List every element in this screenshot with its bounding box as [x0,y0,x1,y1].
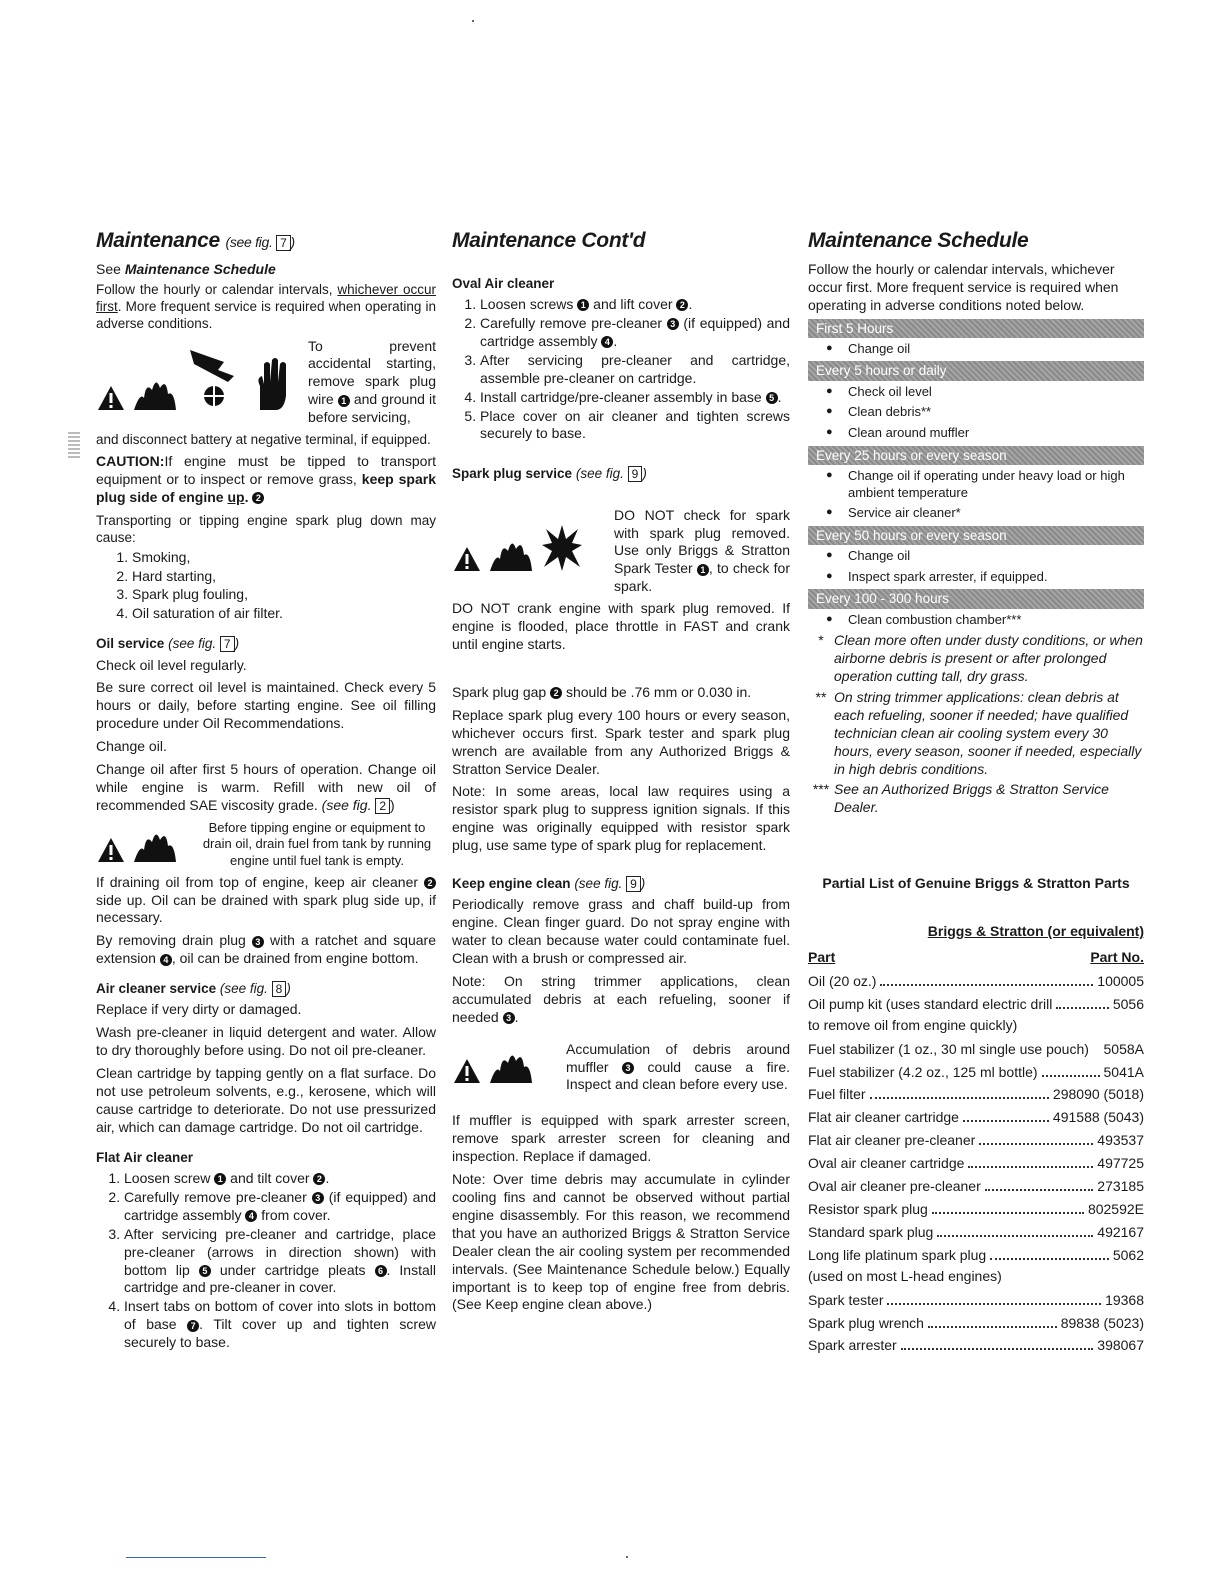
paragraph: Change oil after first 5 hours of operation. Change oil while engine is warm. Refill with new oil of recommended SAE viscosity grade. (see fig. 2 ) [96,761,436,813]
parts-row: Flat air cleaner pre-cleaner 493537 [808,1132,1144,1149]
schedule-items [808,548,1144,585]
warning-spark-check [452,507,790,597]
warning-text: DO NOT check for spark with spark plug removed. Use only Briggs & Stratton Spark Tester 1 , to check for spark. [614,506,790,595]
tipping-intro: Transporting or tipping engine spark plug down may cause: [96,513,436,546]
parts-list-subtitle: Briggs & Stratton (or equivalent) [927,923,1144,940]
parts-row-note: (used on most L-head engines) [808,1267,1002,1284]
schedule-item: ● Inspect spark arrester, if equipped. [826,569,1144,586]
warning-icons [452,507,608,573]
parts-row: Long life platinum spark plug 5062 [808,1246,1144,1263]
parts-list-header [808,949,1144,967]
scan-speck [472,20,474,22]
callout-1: 1 [338,395,350,407]
warning-icons [452,1041,560,1085]
schedule-items [808,612,1144,629]
callout-3: 3 [252,936,264,948]
warning-icons [96,338,302,412]
list-item: 3. After servicing pre-cleaner and cartridge, assemble pre-cleaner on cartridge. [480,352,790,388]
heading-spark-plug-service: Spark plug service (see fig. 9 ) [452,466,647,482]
heading-oval-air-cleaner: Oval Air cleaner [452,275,555,291]
parts-list-title: Partial List of Genuine Briggs & Stratton Parts [822,875,1130,892]
parts-list [808,973,1144,1355]
paragraph: Periodically remove grass and chaff build-up from engine. Clean finger guard. Do not spray engine with water to clean because water could contaminate fuel. Clean with a brush or compressed air. [452,896,790,967]
paragraph: Change oil. [96,738,167,755]
list-item: 3. After servicing pre-cleaner and cartridge, place pre-cleaner (arrows in direction shown) with bottom lip 5 under cartridge pleats 6 . Install cartridge and pre-cleaner in cover. [124,1226,436,1298]
list-item: 4. Oil saturation of air filter. [132,605,436,623]
fig-box: 8 [272,981,287,997]
parts-row: Oval air cleaner pre-cleaner 273185 [808,1178,1144,1195]
paragraph: Be sure correct oil level is maintained. Check every 5 hours or daily, before starting engine. See oil filling procedure under Oil Recommendations. [96,679,436,732]
column-header-part-no: Part No. [1090,949,1144,966]
list-item: 1. Smoking, [132,549,436,567]
footnote: *** See an Authorized Briggs & Stratton Service Dealer. [812,781,1109,816]
oval-air-cleaner-steps [452,296,790,443]
schedule-band: Every 50 hours or every season [808,526,1144,545]
heading-flat-air-cleaner: Flat Air cleaner [96,1149,194,1165]
caution-label: CAUTION: [96,453,165,470]
moving-parts-icon [184,342,248,412]
callout-2: 2 [252,492,264,504]
parts-row: Fuel filter 298090 (5018) [808,1086,1144,1103]
scan-edge-mark [68,432,80,458]
fig-box: 9 [626,876,641,892]
schedule-intro: Follow the hourly or calendar intervals, whichever occur first. More frequent service is required when operating in adverse conditions noted below. [808,260,1119,313]
paragraph: If muffler is equipped with spark arrester screen, remove spark arrester screen for cleaning and inspection. Replace if damaged. [452,1112,790,1165]
schedule-item: ● Change oil [826,341,1144,358]
schedule-reference: Maintenance Schedule [124,260,276,277]
schedule-item: ● Service air cleaner* [826,505,1144,522]
fire-hazard-icon [486,533,536,573]
caution-paragraph: CAUTION:If engine must be tipped to transport equipment or to inspect or remove grass, keep spark plug side of engine up. 2 [96,453,436,506]
maintenance-schedule [808,319,1144,629]
list-item: 4. Install cartridge/pre-cleaner assembly in base 5 . [480,389,790,407]
warning-text: To prevent accidental starting, remove spark plug wire 1 and ground it before servicing, [308,337,436,426]
parts-row: Spark arrester 398067 [808,1337,1144,1354]
parts-row: Fuel stabilizer (1 oz., 30 ml single use pouch) 5058A [808,1040,1144,1057]
fig-box: 7 [220,636,235,652]
schedule-band: First 5 Hours [808,319,1144,338]
footnote: ** On string trimmer applications: clean debris at each refueling, sooner if needed; have qualified technician clean air cooling system every 30 hours, every season, sooner if needed, especially in high debris conditions. [815,688,1142,777]
schedule-band: Every 100 - 300 hours [808,589,1144,608]
warning-triangle-icon [452,1057,482,1085]
warning-text: Before tipping engine or equipment to drain oil, drain fuel from tank by running engine until fuel tank is empty. [202,819,432,869]
parts-row: Spark tester 19368 [808,1291,1144,1308]
footnote: * Clean more often under dusty conditions, or when airborne debris is present or after prolonged operation cutting tall, dry grass. [818,632,1143,684]
paragraph: Clean cartridge by tapping gently on a flat surface. Do not use petroleum solvents, e.g., kerosene, which will cause cartridge to deteriorate. Do not use pressurized air, which can damage cartridge. Do not oil cartridge. [96,1065,436,1135]
fig-box: 2 [375,798,390,814]
list-item: 2. Carefully remove pre-cleaner 3 (if equipped) and cartridge assembly 4 from cover. [124,1189,436,1225]
parts-row: Resistor spark plug 802592E [808,1201,1144,1218]
warning-muffler-debris [452,1041,790,1095]
paragraph: DO NOT crank engine with spark plug removed. If engine is flooded, place throttle in FAST and crank until engine starts. [452,600,790,652]
list-item: 1. Loosen screws 1 and lift cover 2 . [480,296,790,314]
heading-air-cleaner-service: Air cleaner service (see fig. 8 ) [96,981,291,997]
warning-triangle-icon [452,545,482,573]
paragraph: Note: Over time debris may accumulate in cylinder cooling fins and cannot be observed without partial engine disassembly. For this reason, we recommend that you have an authorized Briggs & Stratton Service Dealer clean the air cooling system per recommended intervals. (See Maintenance Schedule below.) Equally important is to keep top of engine free from debris. (See Keep engine clean above.) [452,1171,790,1313]
fig-box: 7 [276,235,290,251]
parts-row: Oil pump kit (uses standard electric drill 5056 [808,995,1144,1012]
flat-air-cleaner-steps [96,1170,436,1352]
fig-ref: (see fig. 7 ) [225,234,295,250]
schedule-band: Every 25 hours or every season [808,446,1144,465]
list-item: 4. Insert tabs on bottom of cover into slots in bottom of base 7 . Tilt cover up and tighten screw securely to base. [124,1298,436,1352]
schedule-items [808,341,1144,358]
section-title-maintenance [96,228,436,255]
paragraph: Wash pre-cleaner in liquid detergent and water. Allow to dry thoroughly before using. Do not oil pre-cleaner. [96,1024,436,1059]
schedule-items [808,468,1144,522]
fire-hazard-icon [130,372,180,412]
list-item: 2. Carefully remove pre-cleaner 3 (if equipped) and cartridge assembly 4 . [480,315,790,351]
warning-triangle-icon [96,384,126,412]
scan-speck [626,1556,628,1558]
parts-row: Spark plug wrench 89838 (5023) [808,1314,1144,1331]
heading-keep-engine-clean: Keep engine clean (see fig. 9 ) [452,876,646,892]
parts-row: Flat air cleaner cartridge 491588 (5043) [808,1109,1144,1126]
see-schedule: See Maintenance Schedule [96,260,276,277]
footer-rule [126,1557,266,1558]
column-header-part: Part [808,949,836,966]
schedule-item: ● Clean combustion chamber*** [826,612,1144,629]
section-title-maintenance-schedule: Maintenance Schedule [808,229,1029,252]
schedule-item: ● Clean around muffler [826,425,1144,442]
list-item: 2. Hard starting, [132,568,436,586]
schedule-band: Every 5 hours or daily [808,361,1144,380]
warning-drain-fuel [96,820,436,870]
fire-hazard-icon [130,824,180,864]
paragraph: Check oil level regularly. [96,656,247,673]
column-maintenance [96,228,436,1356]
warning-icons [96,820,192,864]
parts-row: Oval air cleaner cartridge 497725 [808,1155,1144,1172]
warning-triangle-icon [96,836,126,864]
paragraph: If draining oil from top of engine, keep air cleaner 2 side up. Oil can be drained with spark plug side up, if necessary. [96,873,436,926]
callout-2: 2 [424,877,436,889]
section-title-maintenance-contd: Maintenance Cont'd [452,229,646,252]
parts-row: Fuel stabilizer (4.2 oz., 125 ml bottle) 5041A [808,1063,1144,1080]
fire-hazard-icon [486,1045,536,1085]
paragraph: Replace spark plug every 100 hours or every season, whichever occurs first. Spark tester and spark plug wrench are available from any Authorized Briggs & Stratton Service Dealer. [452,706,790,777]
warning-continuation: and disconnect battery at negative terminal, if equipped. [96,432,431,448]
warning-text: Accumulation of debris around muffler 3 could cause a fire. Inspect and clean before every use. [566,1040,790,1093]
schedule-item: ● Change oil [826,548,1144,565]
column-maintenance-contd [452,228,790,1319]
title-text: Maintenance [96,229,220,252]
fig-box: 9 [628,466,643,482]
list-item: 5. Place cover on air cleaner and tighten screws securely to base. [480,408,790,444]
heading-oil-service: Oil service (see fig. 7 ) [96,636,240,652]
paragraph: Spark plug gap 2 should be .76 mm or 0.030 in. [452,683,752,700]
warning-spark-plug [96,338,436,428]
schedule-notes [808,632,1144,817]
schedule-items [808,384,1144,442]
schedule-item: ● Change oil if operating under heavy load or high ambient temperature [826,468,1144,501]
parts-row: Oil (20 oz.) 100005 [808,972,1144,989]
paragraph: Note: On string trimmer applications, clean accumulated debris at each refueling, sooner if needed 3 . [452,972,790,1025]
paragraph: Replace if very dirty or damaged. [96,1001,302,1018]
parts-row: Standard spark plug 492167 [808,1223,1144,1240]
callout-4: 4 [160,954,172,966]
list-item: 3. Spark plug fouling, [132,586,436,604]
list-item: 1. Loosen screw 1 and tilt cover 2 . [124,1170,436,1188]
hand-icon [252,356,292,412]
intro-paragraph: Follow the hourly or calendar intervals, whichever occur first. More frequent service is required when operating in adverse conditions. [96,281,436,332]
schedule-item: ● Clean debris** [826,404,1144,421]
schedule-item: ● Check oil level [826,384,1144,401]
parts-row-note: to remove oil from engine quickly) [808,1016,1018,1033]
explosion-icon [540,523,584,573]
paragraph: By removing drain plug 3 with a ratchet and square extension 4 , oil can be drained from engine bottom. [96,932,436,967]
column-maintenance-schedule [808,228,1144,1360]
tipping-effects-list [96,549,436,624]
paragraph: Note: In some areas, local law requires using a resistor spark plug to suppress ignition signals. If this engine was originally equipped with resistor spark plug, use same type of spark plug for replacement. [452,783,790,854]
